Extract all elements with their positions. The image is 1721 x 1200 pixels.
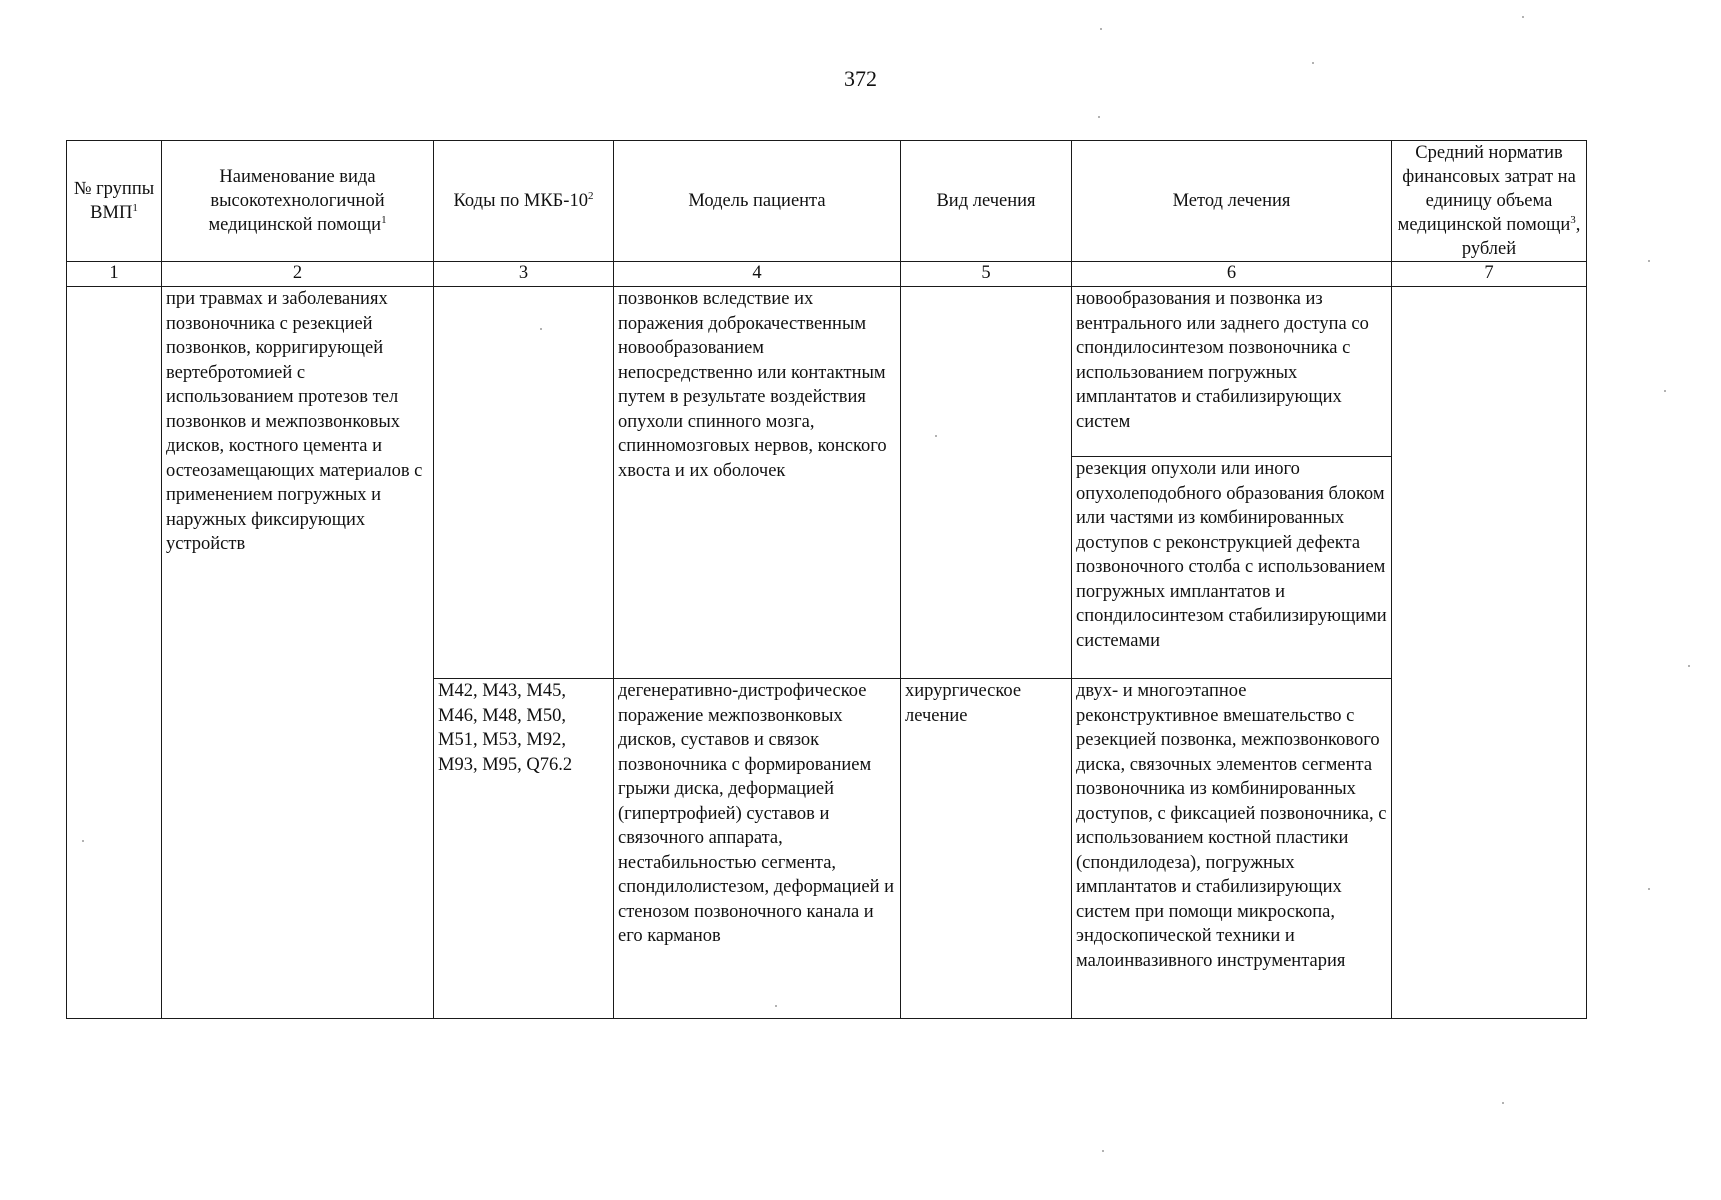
- scan-speck: [1688, 665, 1690, 667]
- footnote-mark: 1: [132, 201, 138, 214]
- scan-speck: [540, 328, 542, 330]
- header-treatment-method-text: Метод лечения: [1172, 191, 1291, 211]
- icd-codes-cell: [434, 287, 614, 679]
- header-cost-standard-suffix: , рублей: [1461, 215, 1581, 259]
- scan-speck: [775, 1005, 777, 1007]
- care-type-cell: при травмах и заболеваниях позвоночника с резекцией позвонков, корригирующей вертебротомией с использованием протезов тел позвонков и межпозвонковых дисков, костного цемента и остеозамещающих материалов с применением погружных и наружных фиксирующих устройств: [162, 287, 434, 1019]
- footnote-mark: 3: [1570, 213, 1576, 226]
- patient-model-cell: дегенеративно-дистрофическое поражение межпозвонковых дисков, суставов и связок позвоночника с формированием грыжи диска, деформацией (гипертрофией) суставов и связочного аппарата, нестабильностью сегмента, спондилолистезом, деформацией и стенозом позвоночного канала и его карманов: [614, 679, 901, 1019]
- column-number: 4: [614, 262, 901, 287]
- header-group-number: [67, 141, 162, 262]
- header-icd-codes-text: Коды по МКБ-10: [453, 191, 588, 211]
- table-row: [67, 287, 1587, 457]
- footnote-mark: 1: [381, 213, 387, 226]
- page-number: 372: [844, 66, 877, 91]
- header-cost-standard: [1392, 141, 1587, 262]
- column-number: 7: [1392, 262, 1587, 287]
- header-treatment-type: [901, 141, 1072, 262]
- scan-speck: [1648, 888, 1650, 890]
- scan-speck: [1502, 1102, 1504, 1104]
- column-number: 6: [1072, 262, 1392, 287]
- header-icd-codes: [434, 141, 614, 262]
- scan-speck: [1098, 116, 1100, 118]
- scan-speck: [1648, 260, 1650, 262]
- header-care-type-text: Наименование вида высокотехнологичной медицинской помощи: [208, 167, 385, 235]
- procedures-table: [66, 140, 1587, 1019]
- scan-speck: [1664, 390, 1666, 392]
- header-cost-standard-text: Средний норматив финансовых затрат на единицу объема медицинской помощи: [1397, 143, 1576, 235]
- header-treatment-type-text: Вид лечения: [936, 191, 1036, 211]
- header-treatment-method: [1072, 141, 1392, 262]
- column-number: 3: [434, 262, 614, 287]
- treatment-type-cell: [901, 287, 1072, 679]
- column-number-row: [67, 262, 1587, 287]
- header-patient-model: [614, 141, 901, 262]
- header-row: [67, 141, 1587, 262]
- treatment-method-cell: резекция опухоли или иного опухолеподобного образования блоком или частями из комбинированных доступов с реконструкцией дефекта позвоночного столба с использованием погружных имплантатов и спондилосинтезом стабилизирующими системами: [1072, 457, 1392, 679]
- treatment-method-cell: двух- и многоэтапное реконструктивное вмешательство с резекцией позвонка, межпозвонкового диска, связочных элементов сегмента позвоночника из комбинированных доступов, с фиксацией позвоночника, с использованием костной пластики (спондилодеза), погружных имплантатов и стабилизирующих систем при помощи микроскопа, эндоскопической техники и малоинвазивного инструментария: [1072, 679, 1392, 1019]
- scan-speck: [935, 435, 937, 437]
- header-patient-model-text: Модель пациента: [688, 191, 826, 211]
- scan-speck: [82, 840, 84, 842]
- footnote-mark: 2: [587, 189, 594, 202]
- column-number: 1: [67, 262, 162, 287]
- treatment-type-cell: хирургическое лечение: [901, 679, 1072, 1019]
- header-care-type: [162, 141, 434, 262]
- scan-speck: [1522, 16, 1524, 18]
- scan-speck: [1100, 28, 1102, 30]
- scan-speck: [1312, 62, 1314, 64]
- patient-model-cell: позвонков вследствие их поражения доброкачественным новообразованием непосредственно или контактным путем в результате воздействия опухоли спинного мозга, спинномозговых нервов, конского хвоста и их оболочек: [614, 287, 901, 679]
- icd-codes-cell: M42, M43, M45, M46, M48, M50, M51, M53, M92, M93, M95, Q76.2: [434, 679, 614, 1019]
- cost-standard-cell: [1392, 287, 1587, 1019]
- column-number: 5: [901, 262, 1072, 287]
- scan-speck: [1102, 1150, 1104, 1152]
- header-group-number-text: № группы ВМП: [73, 179, 155, 223]
- column-number: 2: [162, 262, 434, 287]
- treatment-method-cell: новообразования и позвонка из вентрального или заднего доступа со спондилосинтезом позвоночника с использованием погружных имплантатов и стабилизирующих систем: [1072, 287, 1392, 457]
- group-number-cell: [67, 287, 162, 1019]
